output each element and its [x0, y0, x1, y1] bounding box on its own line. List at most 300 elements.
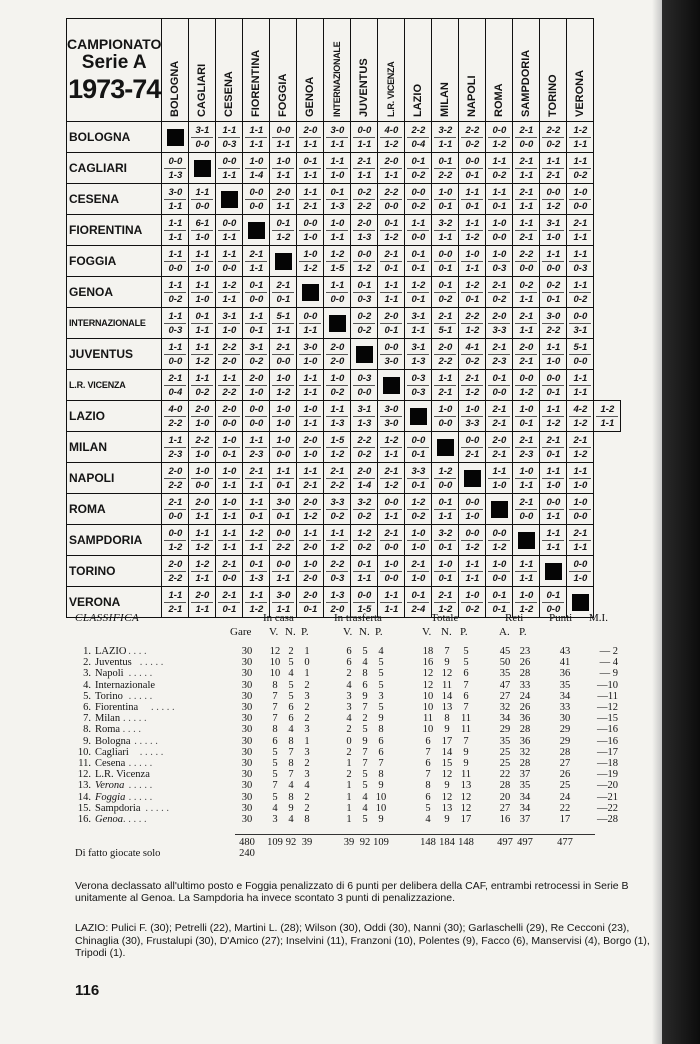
first-leg-score: 2-1: [380, 465, 402, 479]
result-cell: [459, 525, 486, 556]
second-leg-score: 1-0: [195, 417, 210, 429]
result-cell: [162, 277, 189, 308]
column-header: [162, 19, 189, 122]
second-leg-score: 1-2: [438, 603, 453, 615]
result-cell: [459, 308, 486, 339]
stat-mi: — 9: [599, 668, 618, 680]
stat-tn: 7: [362, 758, 368, 769]
table-row: [75, 657, 655, 668]
second-leg-score: 1-2: [303, 262, 318, 274]
second-leg-score: 1-1: [600, 417, 615, 429]
stat-gare: 30: [241, 735, 253, 747]
result-cell: [540, 494, 567, 525]
stat-n: 12: [441, 668, 453, 680]
first-leg-score: 1-0: [326, 217, 348, 231]
stat-punti: 41: [559, 657, 571, 669]
first-leg-score: 1-1: [245, 434, 267, 448]
second-leg-score: 0-1: [519, 417, 534, 429]
first-leg-score: 2-0: [245, 372, 267, 386]
column-header-label: INTERNAZIONALE: [332, 41, 343, 117]
first-leg-score: 1-0: [434, 186, 456, 200]
second-leg-score: 1-1: [249, 262, 264, 274]
second-leg-score: 0-1: [438, 572, 453, 584]
second-leg-score: 1-1: [303, 386, 318, 398]
stat-v: 10: [422, 702, 434, 713]
result-cell: [486, 184, 513, 215]
result-cell: [270, 494, 297, 525]
first-leg-score: 3-1: [218, 310, 240, 324]
black-square: [410, 408, 427, 425]
first-leg-score: 2-1: [488, 279, 510, 293]
first-leg-score: 1-0: [434, 403, 456, 417]
stat-gare: 30: [241, 746, 253, 758]
second-leg-score: 1-2: [465, 541, 480, 553]
second-leg-score: 2-2: [438, 169, 453, 181]
first-leg-score: 1-0: [407, 527, 429, 541]
stat-tv: 2: [346, 746, 352, 758]
stat-cn: 4: [288, 724, 294, 736]
stat-tv: 6: [346, 657, 352, 669]
result-cell: [486, 277, 513, 308]
stat-p: 6: [463, 690, 469, 702]
first-leg-score: 2-0: [218, 403, 240, 417]
leader-dots: . . . . .: [151, 702, 175, 713]
first-leg-score: 0-0: [542, 372, 564, 386]
stat-punti: 22: [559, 802, 571, 814]
second-leg-score: 0-1: [222, 603, 237, 615]
stat-n: 9: [444, 814, 450, 825]
stat-n: 15: [441, 758, 453, 769]
first-leg-score: 0-1: [299, 155, 321, 169]
row-team-name: FOGGIA: [67, 246, 162, 277]
row-team-name: NAPOLI: [67, 463, 162, 494]
leader-dots: . . . . .: [139, 657, 164, 669]
stat-gare: 30: [241, 769, 253, 781]
stat-v: 18: [422, 646, 434, 657]
first-leg-score: 1-0: [326, 372, 348, 386]
stat-mi: —19: [597, 769, 618, 781]
stat-tp: 5: [378, 679, 384, 691]
second-leg-score: 0-3: [492, 262, 507, 274]
first-leg-score: 1-1: [569, 279, 591, 293]
stat-cv: 12: [269, 646, 281, 657]
second-leg-score: 0-0: [573, 200, 588, 212]
column-header-label: MILAN: [439, 82, 452, 117]
stat-v: 6: [425, 758, 431, 769]
stat-ra: 16: [499, 814, 511, 825]
second-leg-score: 0-2: [573, 293, 588, 305]
second-leg-score: 2-1: [303, 200, 318, 212]
stat-ra: 47: [499, 679, 511, 691]
black-square: [437, 439, 454, 456]
second-leg-score: 1-1: [519, 324, 534, 336]
second-leg-score: 2-0: [303, 541, 318, 553]
row-team-name: INTERNAZIONALE: [67, 308, 162, 339]
result-cell: [270, 463, 297, 494]
result-cell: [567, 370, 594, 401]
first-leg-score: 1-0: [245, 155, 267, 169]
stat-tn: 5: [362, 814, 368, 825]
second-leg-score: 1-1: [195, 510, 210, 522]
stat-cp: 3: [304, 746, 310, 758]
stat-tn: 7: [362, 702, 368, 713]
result-cell: [351, 122, 378, 153]
second-leg-score: 1-2: [573, 417, 588, 429]
table-row: [67, 370, 621, 401]
stat-tp: 7: [378, 758, 384, 769]
result-cell: [567, 246, 594, 277]
second-leg-score: 1-1: [276, 572, 291, 584]
first-leg-score: 1-1: [164, 279, 186, 293]
stat-p: 12: [460, 802, 472, 814]
result-cell: [243, 401, 270, 432]
column-header: [189, 19, 216, 122]
second-leg-score: 0-2: [168, 293, 183, 305]
second-leg-score: 1-3: [411, 355, 426, 367]
stat-tp: 9: [378, 780, 384, 792]
second-leg-score: 0-0: [546, 262, 561, 274]
stat-mi: —16: [597, 724, 618, 736]
second-leg-score: 1-0: [303, 448, 318, 460]
stat-v: 16: [422, 657, 434, 669]
heading-line1: CAMPIONATO: [67, 35, 162, 52]
first-leg-score: 0-0: [164, 155, 186, 169]
black-square: [302, 284, 319, 301]
first-leg-score: 1-1: [515, 558, 537, 572]
result-cell: [216, 494, 243, 525]
stat-v: 12: [422, 679, 434, 691]
column-header: [243, 19, 270, 122]
stat-tp: 9: [378, 814, 384, 825]
second-leg-score: 0-1: [546, 448, 561, 460]
column-header-label: CESENA: [223, 71, 236, 117]
sub-header: P.: [375, 626, 383, 638]
result-cell: [162, 587, 189, 618]
stat-tp: 6: [378, 735, 384, 747]
result-cell: [216, 525, 243, 556]
stat-punti: 34: [559, 690, 571, 702]
result-cell: [270, 525, 297, 556]
total-rp: 497: [517, 837, 533, 849]
row-team-name: TORINO: [67, 556, 162, 587]
stat-punti: 43: [559, 646, 571, 657]
first-leg-score: 3-0: [380, 403, 402, 417]
first-leg-score: 0-1: [245, 279, 267, 293]
result-cell: [216, 587, 243, 618]
second-leg-score: 2-1: [519, 355, 534, 367]
stat-p: 11: [460, 713, 472, 725]
result-cell: [162, 401, 189, 432]
team-name: LAZIO: [95, 646, 127, 657]
stat-cn: 8: [288, 758, 294, 769]
first-leg-score: 1-2: [380, 434, 402, 448]
second-leg-score: 2-0: [330, 355, 345, 367]
first-leg-score: 0-0: [245, 186, 267, 200]
second-leg-score: 1-1: [384, 510, 399, 522]
stat-p: 13: [460, 780, 472, 792]
first-leg-score: 2-1: [515, 434, 537, 448]
result-cell: [297, 494, 324, 525]
second-leg-score: 0-0: [168, 355, 183, 367]
stat-cn: 7: [288, 746, 294, 758]
first-leg-score: 2-1: [407, 558, 429, 572]
result-cell: [351, 494, 378, 525]
result-cell: [189, 370, 216, 401]
sub-header: V.: [269, 626, 279, 638]
second-leg-score: 1-1: [465, 262, 480, 274]
second-leg-score: 0-2: [465, 138, 480, 150]
result-cell: [378, 401, 405, 432]
first-leg-score: 0-0: [218, 217, 240, 231]
second-leg-score: 1-1: [222, 293, 237, 305]
result-cell: [432, 215, 459, 246]
second-leg-score: 1-2: [546, 417, 561, 429]
first-leg-score: 3-1: [353, 403, 375, 417]
heading-line2: Serie A: [81, 51, 147, 73]
first-leg-score: 0-1: [407, 248, 429, 262]
second-leg-score: 0-2: [330, 510, 345, 522]
stat-rp: 34: [519, 802, 531, 814]
team-name: Milan: [95, 713, 121, 725]
second-leg-score: 1-3: [168, 169, 183, 181]
first-leg-score: 0-2: [515, 279, 537, 293]
column-header-label: NAPOLI: [466, 75, 479, 117]
result-cell: [270, 153, 297, 184]
second-leg-score: 2-2: [330, 479, 345, 491]
results-cross-table: [66, 18, 621, 618]
first-leg-score: 0-1: [434, 496, 456, 510]
first-leg-score: 1-1: [461, 217, 483, 231]
stat-cv: 5: [272, 746, 278, 758]
stat-tn: 4: [362, 802, 368, 814]
result-cell: [162, 370, 189, 401]
header-punti: Punti: [549, 612, 573, 624]
second-leg-score: 0-0: [249, 417, 264, 429]
second-leg-score: 1-0: [411, 541, 426, 553]
stat-cp: 3: [304, 690, 310, 702]
second-leg-score: 1-0: [276, 417, 291, 429]
first-leg-score: 1-1: [218, 248, 240, 262]
result-cell: [432, 308, 459, 339]
second-leg-score: 1-3: [357, 417, 372, 429]
result-cell: [459, 153, 486, 184]
result-cell: [243, 122, 270, 153]
second-leg-score: 3-0: [384, 355, 399, 367]
first-leg-score: 2-1: [515, 124, 537, 138]
second-leg-score: 0-1: [546, 386, 561, 398]
result-cell: [351, 556, 378, 587]
first-leg-score: 0-1: [434, 155, 456, 169]
stat-cn: 4: [288, 814, 294, 825]
result-cell: [216, 153, 243, 184]
stat-mi: —22: [597, 802, 618, 814]
result-cell: [324, 463, 351, 494]
second-leg-score: 1-1: [222, 231, 237, 243]
second-leg-score: 1-3: [249, 572, 264, 584]
first-leg-score: 1-1: [542, 248, 564, 262]
sub-header: P.: [460, 626, 468, 638]
result-cell: [513, 401, 540, 432]
result-cell: [459, 556, 486, 587]
second-leg-score: 1-2: [249, 603, 264, 615]
black-square: [383, 377, 400, 394]
second-leg-score: 1-1: [438, 138, 453, 150]
first-leg-score: 0-0: [245, 403, 267, 417]
second-leg-score: 1-2: [519, 603, 534, 615]
first-leg-score: 1-1: [542, 465, 564, 479]
first-leg-score: 0-0: [380, 341, 402, 355]
second-leg-score: 0-2: [357, 541, 372, 553]
first-leg-score: 1-0: [191, 465, 213, 479]
first-leg-score: 1-2: [245, 527, 267, 541]
black-square: [545, 563, 562, 580]
result-cell: [405, 525, 432, 556]
result-cell: [594, 401, 621, 432]
first-leg-score: 0-1: [434, 279, 456, 293]
result-cell: [432, 184, 459, 215]
first-leg-score: 0-2: [542, 279, 564, 293]
second-leg-score: 2-1: [438, 386, 453, 398]
second-leg-score: 0-2: [357, 510, 372, 522]
column-header: [297, 19, 324, 122]
stat-ra: 28: [499, 780, 511, 792]
first-leg-score: 1-1: [569, 248, 591, 262]
result-cell: [189, 184, 216, 215]
first-leg-score: 2-2: [407, 124, 429, 138]
stat-punti: 36: [559, 668, 571, 680]
stat-punti: 27: [559, 758, 571, 769]
first-leg-score: 2-1: [488, 341, 510, 355]
result-cell: [513, 432, 540, 463]
column-header-label: L.R. VICENZA: [386, 61, 397, 117]
second-leg-score: 0-1: [411, 448, 426, 460]
result-cell: [378, 525, 405, 556]
result-cell: [189, 463, 216, 494]
second-leg-score: 1-5: [357, 603, 372, 615]
result-cell: [324, 277, 351, 308]
second-leg-score: 1-2: [330, 448, 345, 460]
second-leg-score: 1-1: [222, 510, 237, 522]
result-cell: [324, 339, 351, 370]
self-match-cell: [216, 184, 243, 215]
first-leg-score: 1-0: [272, 155, 294, 169]
second-leg-score: 0-3: [411, 386, 426, 398]
second-leg-score: 1-2: [195, 541, 210, 553]
first-leg-score: 0-3: [353, 372, 375, 386]
result-cell: [567, 153, 594, 184]
result-cell: [513, 277, 540, 308]
stat-rp: 37: [519, 769, 531, 781]
second-leg-score: 1-1: [573, 138, 588, 150]
self-match-cell: [351, 339, 378, 370]
stat-tn: 7: [362, 746, 368, 758]
first-leg-score: 4-0: [164, 403, 186, 417]
result-cell: [216, 308, 243, 339]
column-header-label: SAMPDORIA: [520, 49, 533, 117]
first-leg-score: 1-1: [164, 248, 186, 262]
first-leg-score: 0-0: [461, 496, 483, 510]
stat-cv: 8: [272, 679, 278, 691]
result-cell: [378, 215, 405, 246]
second-leg-score: 2-3: [168, 448, 183, 460]
result-cell: [432, 525, 459, 556]
second-leg-score: 0-1: [546, 293, 561, 305]
result-cell: [540, 401, 567, 432]
result-cell: [243, 370, 270, 401]
second-leg-score: 1-1: [276, 169, 291, 181]
second-leg-score: 0-0: [222, 572, 237, 584]
stat-cv: 8: [272, 724, 278, 736]
result-cell: [540, 122, 567, 153]
second-leg-score: 1-1: [330, 231, 345, 243]
result-cell: [189, 215, 216, 246]
result-cell: [351, 184, 378, 215]
result-cell: [513, 153, 540, 184]
second-leg-score: 0-0: [492, 231, 507, 243]
stat-cp: 1: [304, 735, 310, 747]
self-match-cell: [486, 494, 513, 525]
result-cell: [297, 525, 324, 556]
second-leg-score: 2-2: [168, 479, 183, 491]
stat-ra: 29: [499, 724, 511, 736]
result-cell: [405, 122, 432, 153]
stat-cn: 2: [288, 646, 294, 657]
first-leg-score: 1-2: [407, 279, 429, 293]
first-leg-score: 1-0: [515, 589, 537, 603]
stat-cv: 4: [272, 802, 278, 814]
book-spine: [662, 0, 700, 1044]
first-leg-score: 1-1: [326, 155, 348, 169]
second-leg-score: 1-1: [168, 200, 183, 212]
first-leg-score: 0-0: [542, 496, 564, 510]
result-cell: [459, 587, 486, 618]
result-cell: [567, 339, 594, 370]
column-header: [459, 19, 486, 122]
leader-dots: . . . . .: [145, 802, 170, 814]
first-leg-score: 0-1: [542, 589, 564, 603]
stat-cv: 10: [269, 657, 281, 669]
leader-dots: . . . . .: [128, 758, 153, 769]
second-leg-score: 1-2: [330, 541, 345, 553]
result-cell: [270, 556, 297, 587]
first-leg-score: 2-1: [164, 496, 186, 510]
stat-v: 10: [422, 724, 434, 736]
second-leg-score: 1-2: [492, 138, 507, 150]
stat-gare: 30: [241, 690, 253, 702]
first-leg-score: 0-1: [353, 279, 375, 293]
second-leg-score: 0-0: [546, 603, 561, 615]
leader-dots: . . . . .: [128, 690, 153, 702]
result-cell: [216, 215, 243, 246]
second-leg-score: 1-2: [465, 386, 480, 398]
header-gare: Gare: [230, 626, 252, 638]
second-leg-score: 0-1: [465, 169, 480, 181]
result-cell: [351, 246, 378, 277]
second-leg-score: 1-2: [465, 324, 480, 336]
first-leg-score: 3-0: [326, 124, 348, 138]
first-leg-score: 1-2: [461, 279, 483, 293]
table-row: [67, 525, 621, 556]
stat-mi: —20: [597, 780, 618, 792]
stat-tn: 4: [362, 657, 368, 669]
result-cell: [486, 432, 513, 463]
stat-p: 9: [463, 758, 469, 769]
standing-position: 9.: [83, 735, 91, 747]
stat-tv: 1: [346, 758, 352, 769]
second-leg-score: 0-0: [384, 200, 399, 212]
second-leg-score: 3-0: [384, 417, 399, 429]
stat-cv: 7: [272, 713, 278, 725]
